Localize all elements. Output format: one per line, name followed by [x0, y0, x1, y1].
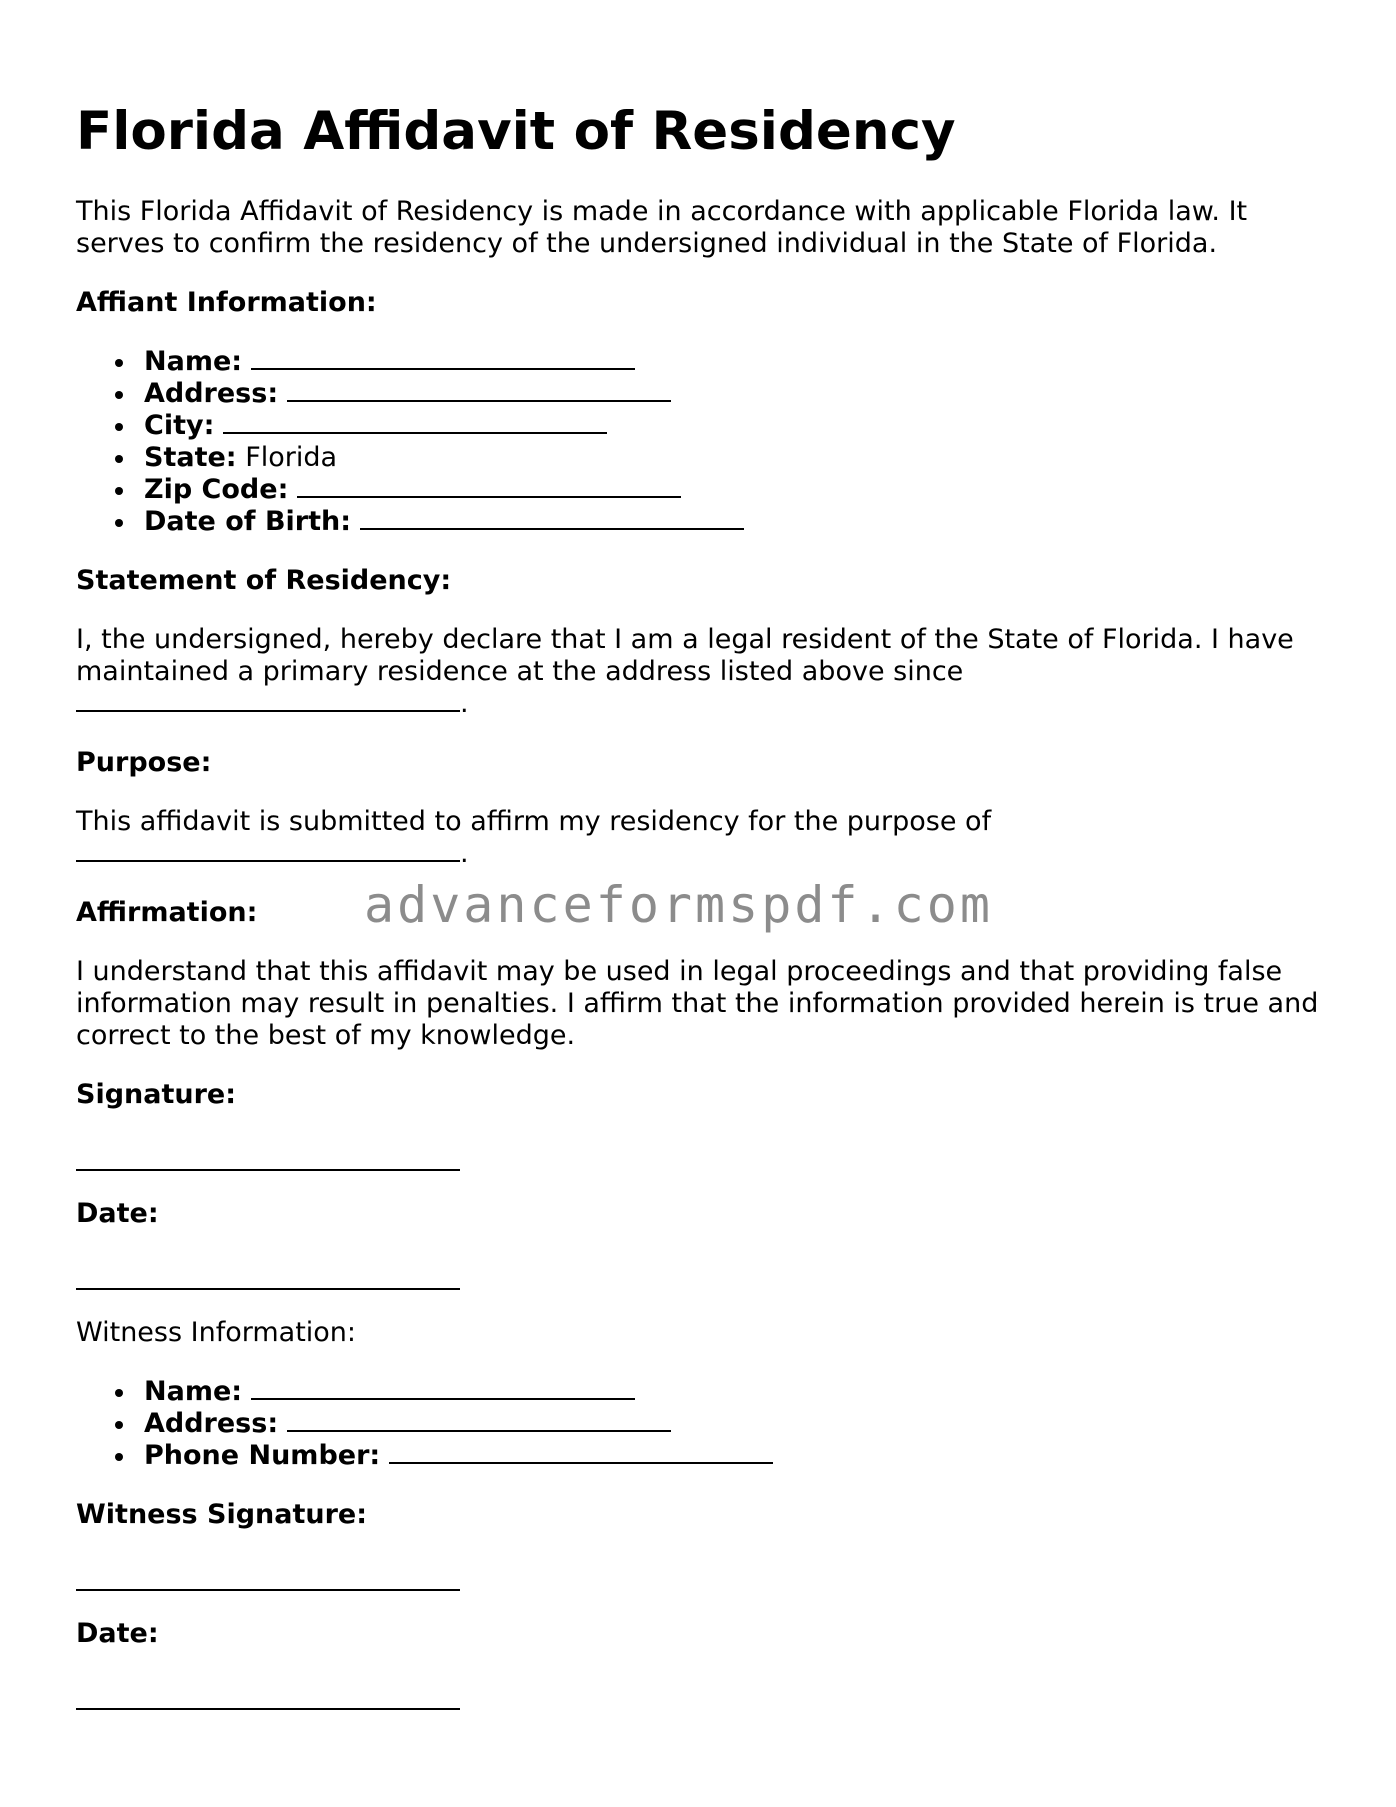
affiant-name-field [144, 346, 1326, 378]
witness-name-field [144, 1376, 1326, 1408]
field-label: Name: [144, 346, 243, 377]
affiant-name-blank[interactable] [251, 346, 635, 370]
field-label: Date of Birth: [144, 506, 352, 537]
affiant-dob-blank[interactable] [360, 506, 744, 530]
purpose-heading: Purpose: [76, 747, 212, 778]
witness-signature-blank[interactable] [76, 1567, 460, 1591]
witness-signature-block [76, 1531, 1326, 1591]
witness-address-field [144, 1408, 1326, 1440]
affirmation-heading: Affirmation: [76, 897, 258, 928]
statement-text: I, the undersigned, hereby declare that I am a legal resident of the State of Florida. I have maintained a primary residence at the address listed above since [76, 624, 1294, 687]
field-label: Name: [144, 1376, 243, 1407]
affirmation-paragraph: I understand that this affidavit may be used in legal proceedings and that providing false information may result in penalties. I affirm that the information provided herein is true and correct to the best of my knowledge. [76, 956, 1319, 1051]
signature-block [76, 1111, 1326, 1171]
statement-paragraph [76, 624, 1326, 720]
affiant-address-field [144, 378, 1326, 410]
affiant-address-blank[interactable] [287, 378, 671, 402]
witness-phone-field [144, 1440, 1326, 1472]
statement-end: . [460, 688, 469, 719]
purpose-blank[interactable] [76, 838, 460, 862]
affiant-zip-blank[interactable] [297, 474, 681, 498]
date-blank[interactable] [76, 1266, 460, 1290]
field-label: Zip Code: [144, 474, 289, 505]
affiant-city-blank[interactable] [223, 410, 607, 434]
witness-heading: Witness Information: [76, 1317, 357, 1348]
purpose-paragraph [76, 806, 1326, 870]
affiant-heading: Affiant Information: [76, 287, 377, 318]
date-block [76, 1230, 1326, 1290]
witness-address-blank[interactable] [287, 1408, 671, 1432]
affiant-dob-field [144, 506, 1326, 538]
witness-date-blank[interactable] [76, 1686, 460, 1710]
intro-paragraph: This Florida Affidavit of Residency is made in accordance with applicable Florida law. It serves to confirm the residency of the undersigned individual in the State of Florida. [76, 196, 1248, 259]
witness-name-blank[interactable] [251, 1376, 635, 1400]
field-label: City: [144, 410, 215, 441]
witness-date-block [76, 1650, 1326, 1710]
statement-heading: Statement of Residency: [76, 565, 452, 596]
affiant-fields [76, 346, 1326, 538]
field-label: Phone Number: [144, 1440, 381, 1471]
field-label: State: [144, 442, 237, 473]
purpose-end: . [460, 838, 469, 869]
witness-signature-heading: Witness Signature: [76, 1499, 368, 1530]
signature-blank[interactable] [76, 1147, 460, 1171]
residence-since-blank[interactable] [76, 688, 460, 712]
affiant-state-field [144, 442, 1326, 474]
witness-phone-blank[interactable] [389, 1440, 773, 1464]
field-label: Address: [144, 1408, 279, 1439]
affiant-zip-field [144, 474, 1326, 506]
field-label: Address: [144, 378, 279, 409]
watermark-text: advanceformspdf.com [364, 876, 993, 934]
affiant-state-value: Florida [245, 442, 338, 473]
signature-heading: Signature: [76, 1079, 237, 1110]
affiant-city-field [144, 410, 1326, 442]
purpose-text: This affidavit is submitted to affirm my residency for the purpose of [76, 806, 992, 837]
witness-fields [76, 1376, 1326, 1472]
date-heading: Date: [76, 1198, 159, 1229]
page-title: Florida Affidavit of Residency [76, 101, 956, 162]
witness-date-heading: Date: [76, 1618, 159, 1649]
